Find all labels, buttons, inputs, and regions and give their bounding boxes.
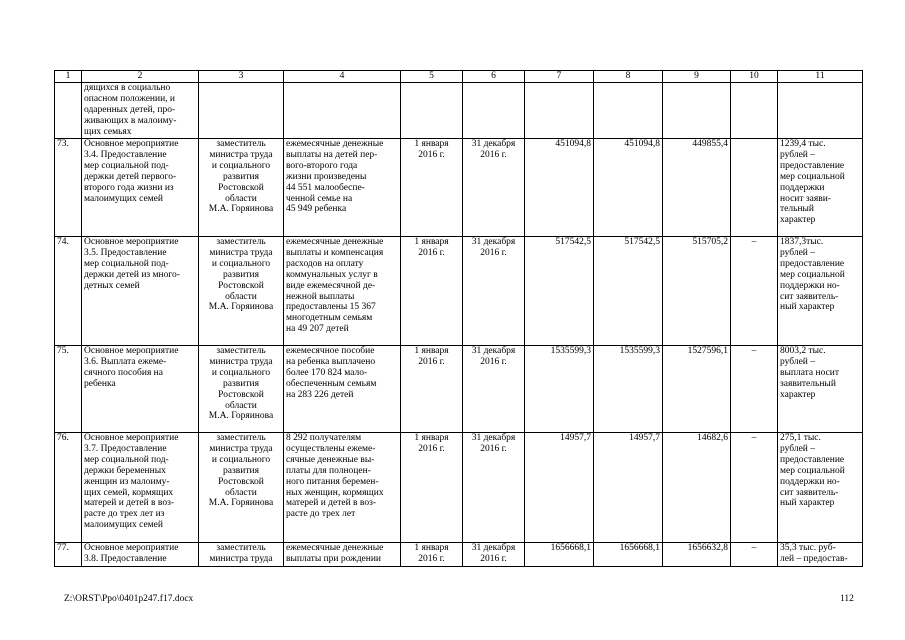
result-text: ежемесячные денежные выплаты и компенсация расходов на оплату коммунальных услуг в виде ежемесячной де- нежной выплаты предоставлены 15 367 многодетным семьям на 49 207 детей <box>286 237 384 335</box>
result-cell <box>284 346 401 433</box>
measure-cell <box>82 543 199 567</box>
note-text: 1837,3тыс. рублей – предоставление мер социальной поддержки но- сит заявитель- ный характер <box>780 237 845 313</box>
end-date: 31 декабря 2016 г. <box>471 237 516 258</box>
continuation-row <box>55 83 863 139</box>
row-number: 76. <box>55 433 82 543</box>
cell-empty <box>463 83 525 139</box>
responsible-cell <box>199 139 284 237</box>
note-text: 275,1 тыс. рублей – предоставление мер социальной поддержки но- сит заявитель- ный характер <box>780 433 845 509</box>
cell-empty <box>525 83 594 139</box>
cell-empty <box>663 83 731 139</box>
note-cell <box>778 346 863 433</box>
value-col7: 517542,5 <box>525 237 594 346</box>
note-text: 8003,2 тыс. рублей – выплата носит заявительный характер <box>780 346 840 400</box>
responsible-text: заместитель министра труда и социального развития Ростовской области М.А. Горяинова <box>208 433 274 509</box>
cell-empty <box>199 83 284 139</box>
result-text: ежемесячные денежные выплаты при рождении <box>286 543 384 564</box>
value-col7: 14957,7 <box>525 433 594 543</box>
column-header: 4 <box>284 71 401 83</box>
note-cell <box>778 139 863 237</box>
cell-measure <box>82 83 199 139</box>
value-col7: 1656668,1 <box>525 543 594 567</box>
row-number: 73. <box>55 139 82 237</box>
responsible-cell <box>199 433 284 543</box>
result-cell <box>284 139 401 237</box>
value-col8: 1656668,1 <box>594 543 663 567</box>
value-col8: 14957,7 <box>594 433 663 543</box>
measure-cell <box>82 237 199 346</box>
value-col7: 1535599,3 <box>525 346 594 433</box>
end-date-cell <box>463 237 525 346</box>
value-col9: 515705,2 <box>663 237 731 346</box>
measure-text: Основное мероприятие 3.6. Выплата ежеме- сячного пособия на ребенка <box>84 346 179 389</box>
row-number: 75. <box>55 346 82 433</box>
measure-cell <box>82 346 199 433</box>
value-col9: 14682,6 <box>663 433 731 543</box>
table-row <box>55 433 863 543</box>
result-text: ежемесячные денежные выплаты на детей пер- вого-второго года жизни произведены 44 551 малообеспе- ченной семье на 45 949 ребенка <box>286 139 384 215</box>
row-number: 74. <box>55 237 82 346</box>
note-cell <box>778 433 863 543</box>
cell-empty <box>284 83 401 139</box>
result-cell <box>284 433 401 543</box>
measure-text: Основное мероприятие 3.7. Предоставление мер социальной под- держки беременных женщин из малоиму- щих семей, кормящих матерей и детей в воз- расте до трех лет из малоимущих семей <box>84 433 179 531</box>
column-number-header-row <box>55 71 863 83</box>
cell-empty <box>778 83 863 139</box>
measure-text: Основное мероприятие 3.4. Предоставление мер социальной под- держки детей первого- второго года жизни из малоимущих семей <box>84 139 179 204</box>
cell-empty <box>731 83 778 139</box>
value-col10: – <box>731 346 778 433</box>
table-row <box>55 237 863 346</box>
value-col8: 517542,5 <box>594 237 663 346</box>
value-col10 <box>731 139 778 237</box>
note-cell <box>778 543 863 567</box>
start-date-cell <box>401 433 463 543</box>
column-header: 5 <box>401 71 463 83</box>
responsible-cell <box>199 346 284 433</box>
end-date-cell <box>463 139 525 237</box>
start-date-cell <box>401 543 463 567</box>
end-date-cell <box>463 346 525 433</box>
row-number: 77. <box>55 543 82 567</box>
result-text: 8 292 получателям осуществлены ежеме- сячные денежные вы- платы для полноцен- ного питания беремен- ных женщин, кормящих матерей и детей в воз- расте до трех лет <box>286 433 384 520</box>
responsible-text: заместитель министра труда и социального развития Ростовской области М.А. Горяинова <box>208 237 274 313</box>
column-header: 9 <box>663 71 731 83</box>
responsible-text: заместитель министра труда <box>209 543 273 564</box>
column-header: 1 <box>55 71 82 83</box>
start-date: 1 января 2016 г. <box>414 346 449 367</box>
end-date: 31 декабря 2016 г. <box>471 433 516 454</box>
footer-page-number: 112 <box>840 594 854 604</box>
column-header: 10 <box>731 71 778 83</box>
result-cell <box>284 543 401 567</box>
end-date: 31 декабря 2016 г. <box>471 346 516 367</box>
cell-empty <box>401 83 463 139</box>
value-col9: 449855,4 <box>663 139 731 237</box>
column-header: 3 <box>199 71 284 83</box>
responsible-cell <box>199 237 284 346</box>
responsible-cell <box>199 543 284 567</box>
responsible-text: заместитель министра труда и социального развития Ростовской области М.А. Горяинова <box>208 346 274 422</box>
result-text: ежемесячное пособие на ребенка выплачено более 170 824 мало- обеспеченным семьям на 283 226 детей <box>286 346 377 400</box>
start-date: 1 января 2016 г. <box>414 543 449 564</box>
table-row <box>55 543 863 567</box>
start-date-cell <box>401 139 463 237</box>
column-header: 11 <box>778 71 863 83</box>
start-date: 1 января 2016 г. <box>414 433 449 454</box>
end-date: 31 декабря 2016 г. <box>471 139 516 160</box>
end-date-cell <box>463 433 525 543</box>
table-row <box>55 139 863 237</box>
end-date: 31 декабря 2016 г. <box>471 543 516 564</box>
start-date: 1 января 2016 г. <box>414 237 449 258</box>
note-text: 1239,4 тыс. рублей – предоставление мер социальной поддержки носит заяви- тельный характер <box>780 139 845 226</box>
start-date-cell <box>401 237 463 346</box>
column-header: 6 <box>463 71 525 83</box>
end-date-cell <box>463 543 525 567</box>
start-date-cell <box>401 346 463 433</box>
column-header: 8 <box>594 71 663 83</box>
column-header: 7 <box>525 71 594 83</box>
measure-cell <box>82 139 199 237</box>
note-cell <box>778 237 863 346</box>
responsible-text: заместитель министра труда и социального развития Ростовской области М.А. Горяинова <box>208 139 274 215</box>
cell-empty <box>594 83 663 139</box>
footer-file-path: Z:\ORST\Ppo\0401p247.f17.docx <box>64 594 194 604</box>
start-date: 1 января 2016 г. <box>414 139 449 160</box>
column-header: 2 <box>82 71 199 83</box>
value-col8: 451094,8 <box>594 139 663 237</box>
result-cell <box>284 237 401 346</box>
value-col9: 1656632,8 <box>663 543 731 567</box>
table-row <box>55 346 863 433</box>
value-col9: 1527596,1 <box>663 346 731 433</box>
measure-text: Основное мероприятие 3.8. Предоставление <box>84 543 179 564</box>
value-col10: – <box>731 433 778 543</box>
report-table <box>54 70 863 567</box>
measure-cell <box>82 433 199 543</box>
measure-text: Основное мероприятие 3.5. Предоставление мер социальной под- держки детей из много- детных семей <box>84 237 180 291</box>
value-col10: – <box>731 543 778 567</box>
note-text: 35,3 тыс. руб- лей – предостав- <box>780 543 848 564</box>
measure-text: дящихся в социально опасном положении, и одаренных детей, про- живающих в малоиму- щих семьях <box>84 83 177 137</box>
value-col8: 1535599,3 <box>594 346 663 433</box>
value-col10: – <box>731 237 778 346</box>
value-col7: 451094,8 <box>525 139 594 237</box>
cell-num <box>55 83 82 139</box>
